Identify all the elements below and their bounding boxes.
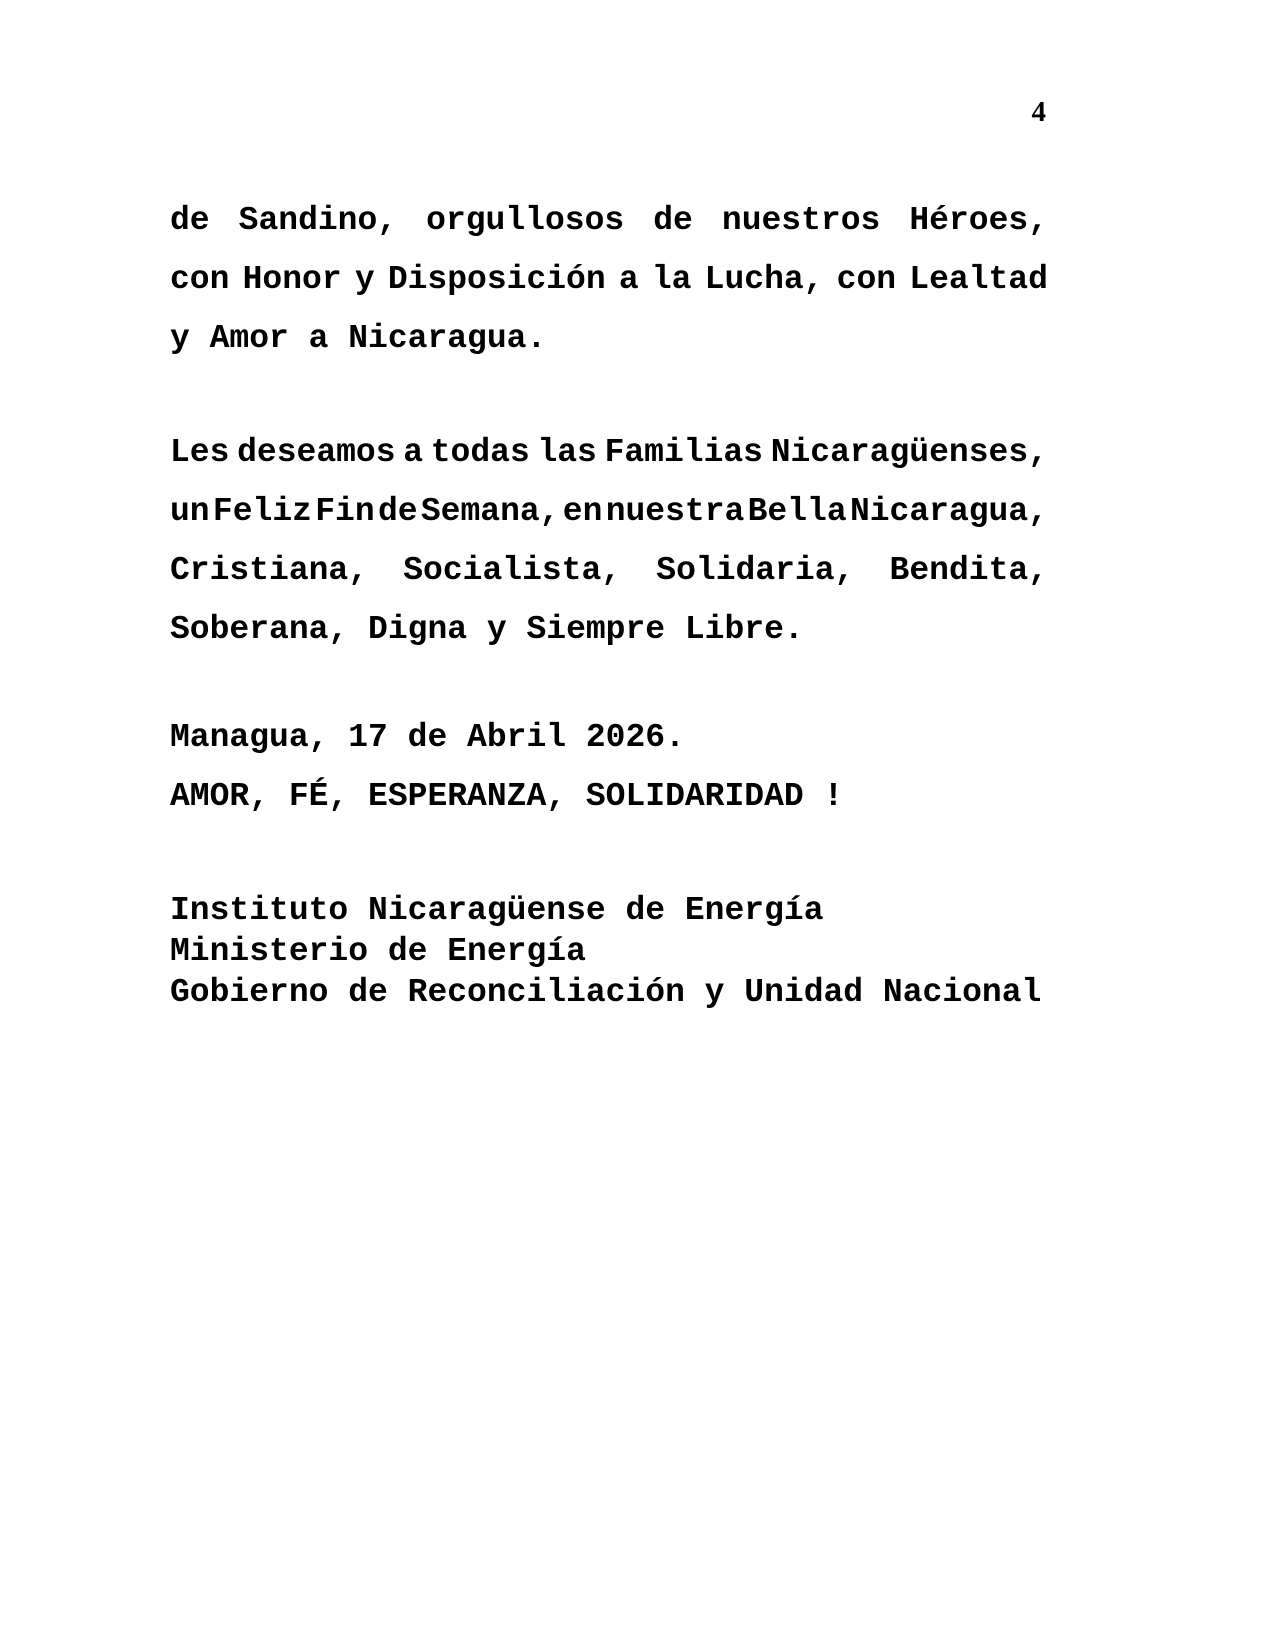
word: con — [836, 261, 897, 298]
word: orgullosos — [426, 202, 625, 239]
word: Les — [170, 434, 230, 471]
word: Solidaria, — [656, 552, 855, 589]
word: Nicaragüenses, — [770, 434, 1048, 471]
word: de — [377, 493, 418, 530]
word: Feliz — [212, 493, 312, 530]
word: con — [170, 261, 230, 298]
word: y — [354, 261, 375, 298]
text-line: Ministerio de Energía — [170, 933, 586, 970]
word: un — [170, 493, 210, 530]
paragraph-deseos — [170, 423, 1048, 659]
word: Cristiana, — [170, 552, 369, 589]
text-line — [170, 191, 1048, 250]
word: nuestros — [721, 202, 881, 239]
text-line: Soberana, Digna y Siempre Libre. — [170, 611, 804, 648]
word: de — [170, 202, 210, 239]
text-line — [170, 423, 1048, 482]
word: Lucha, — [704, 261, 824, 298]
text-line — [170, 482, 1048, 541]
signature-block — [170, 890, 1048, 1013]
word: nuestra — [605, 493, 745, 530]
text-line: Managua, 17 de Abril 2026. — [170, 719, 685, 756]
paragraph-fecha-lema — [170, 708, 1048, 826]
word: a — [618, 261, 639, 298]
word: Nicaragua, — [849, 493, 1048, 530]
text-line: Instituto Nicaragüense de Energía — [170, 892, 824, 929]
word: Honor — [242, 261, 342, 298]
text-line — [170, 250, 1048, 309]
word: la — [651, 261, 692, 298]
word: Socialista, — [403, 552, 622, 589]
word: las — [537, 434, 597, 471]
text-line: AMOR, FÉ, ESPERANZA, SOLIDARIDAD ! — [170, 778, 844, 815]
word: Disposición — [387, 261, 606, 298]
word: Bella — [747, 493, 847, 530]
paragraph-sandino — [170, 191, 1048, 368]
word: de — [653, 202, 693, 239]
word: todas — [430, 434, 530, 471]
word: Bendita, — [889, 552, 1048, 589]
word: Héroes, — [909, 202, 1048, 239]
word: en — [562, 493, 603, 530]
word: deseamos — [237, 434, 396, 471]
word: Semana, — [420, 493, 560, 530]
word: Sandino, — [238, 202, 398, 239]
page-content — [170, 0, 1048, 1650]
word: Familias — [604, 434, 763, 471]
word: Lealtad — [909, 261, 1048, 298]
word: Fin — [315, 493, 375, 530]
page-number: 4 — [1031, 96, 1046, 128]
text-line: Gobierno de Reconciliación y Unidad Nacional — [170, 974, 1042, 1011]
text-line: y Amor a Nicaragua. — [170, 320, 547, 357]
word: a — [403, 434, 424, 471]
text-line — [170, 541, 1048, 600]
